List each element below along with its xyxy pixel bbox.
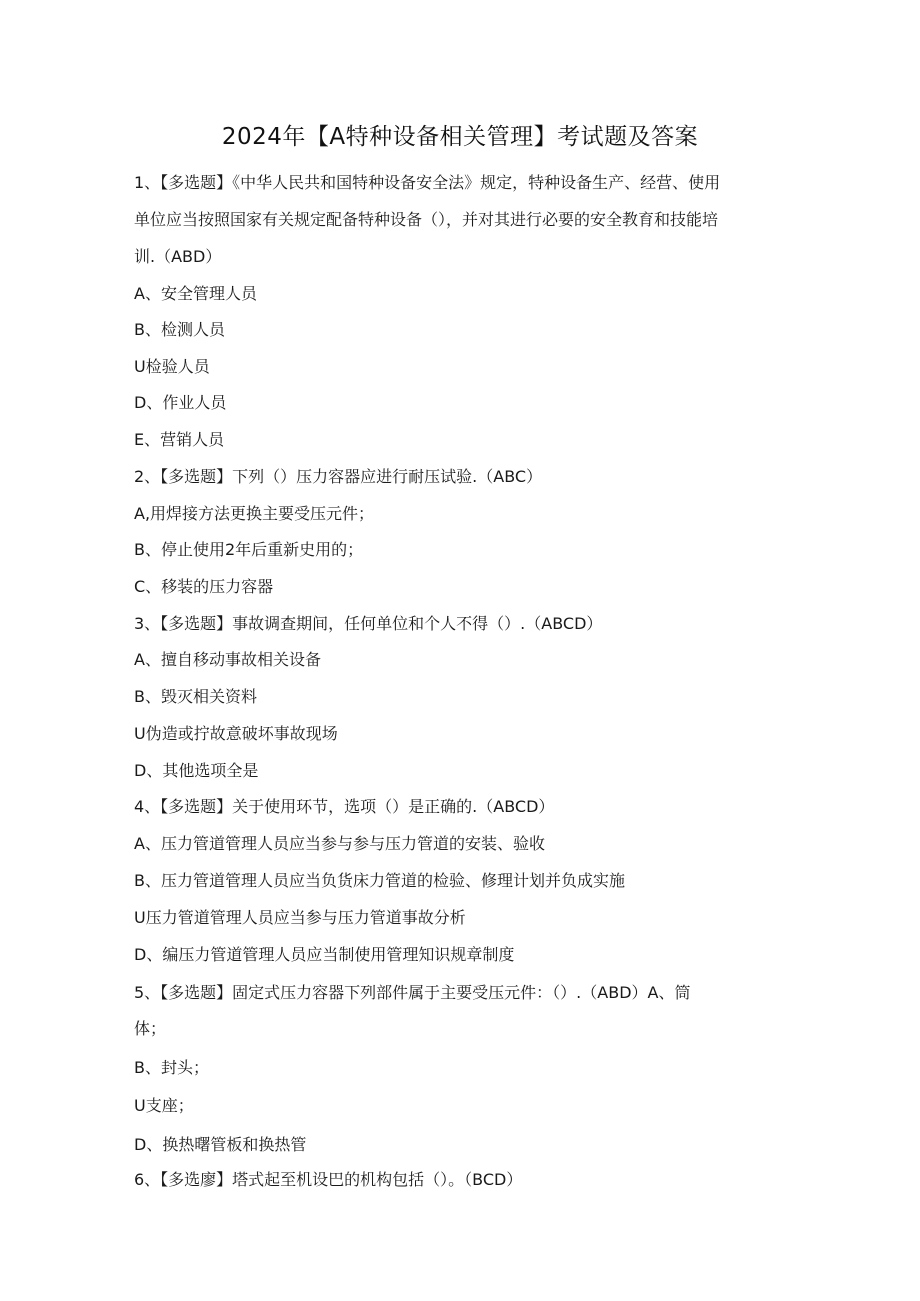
question-5-stem-line-1: 5、【多选题】固定式压力容器下列部件属于主要受压元件：（）.（ABD）A、筒 bbox=[134, 983, 691, 1002]
question-3-stem: 3、【多选题】事故调查期间，任何单位和个人不得（）.（ABCD） bbox=[134, 614, 603, 633]
question-3-option-d: D、其他选项全是 bbox=[134, 761, 259, 780]
question-2-option-a: A,用焊接方法更换主要受压元件； bbox=[134, 504, 375, 523]
question-1-option-a: A、安全管理人员 bbox=[134, 284, 257, 303]
question-3-option-c: U伪造或拧故意破坏事故现场 bbox=[134, 724, 338, 743]
question-2-option-c: C、移装的压力容器 bbox=[134, 577, 274, 596]
question-2-option-b: B、停止使用2年后重新史用的； bbox=[134, 540, 364, 559]
question-1-answer: 训.（ABD） bbox=[134, 247, 222, 266]
question-4-option-d: D、编压力管道管理人员应当制使用管理知识规章制度 bbox=[134, 945, 515, 964]
question-1-option-b: B、检测人员 bbox=[134, 320, 225, 339]
question-3-option-a: A、擅自移动事故相关设备 bbox=[134, 650, 321, 669]
question-4-stem: 4、【多选题】关于使用环节，选项（）是正确的.（ABCD） bbox=[134, 797, 555, 816]
question-1-option-e: E、营销人员 bbox=[134, 430, 225, 449]
question-6-stem: 6、【多选廖】塔式起至机设巴的机构包括（）。（BCD） bbox=[134, 1170, 523, 1189]
question-1-option-d: D、作业人员 bbox=[134, 393, 227, 412]
question-5-option-b: B、封头； bbox=[134, 1058, 209, 1077]
question-1-stem-line-2: 单位应当按照国家有关规定配备特种设备（），并对其进行必要的安全教育和技能培 bbox=[134, 210, 719, 229]
question-5-stem-line-2: 体； bbox=[134, 1019, 167, 1038]
question-3-option-b: B、毁灭相关资料 bbox=[134, 687, 257, 706]
question-4-option-b: B、压力管道管理人员应当负货床力管道的检验、修理计划并负成实施 bbox=[134, 871, 625, 890]
question-4-option-c: U压力管道管理人员应当参与压力管道事故分析 bbox=[134, 908, 466, 927]
document-title: 2024年【A特种设备相关管理】考试题及答案 bbox=[221, 124, 699, 150]
question-4-option-a: A、压力管道管理人员应当参与参与压力管道的安装、验收 bbox=[134, 834, 545, 853]
question-1-stem-line-1: 1、【多选题】《中华人民共和国特种设备安全法》规定，特种设备生产、经营、使用 bbox=[134, 173, 721, 192]
question-1-option-c: U检验人员 bbox=[134, 357, 210, 376]
question-2-stem: 2、【多选题】下列（）压力容器应进行耐压试验.（ABC） bbox=[134, 467, 543, 486]
question-5-option-c: U支座； bbox=[134, 1096, 194, 1115]
question-5-option-d: D、换热曙管板和换热管 bbox=[134, 1135, 307, 1154]
